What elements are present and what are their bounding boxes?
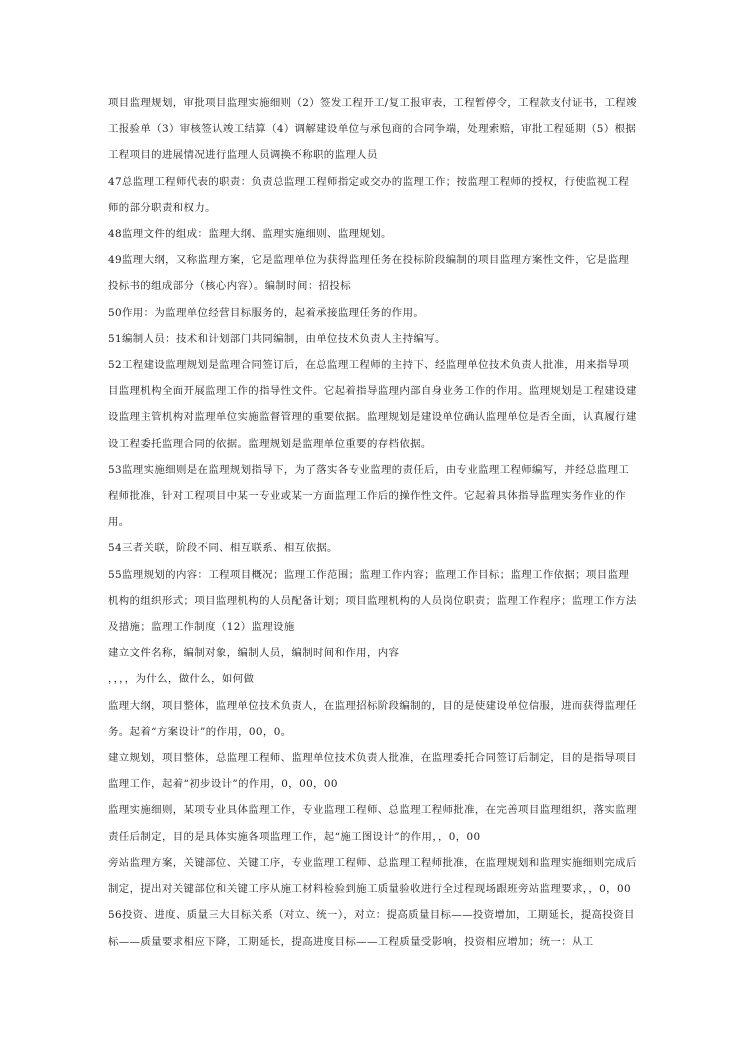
paragraph: 建立文件名称，编制对象，编制人员，编制时间和作用，内容 — [108, 647, 400, 660]
paragraph: 50作用：为监理单位经营目标服务的，起着承接监理任务的作用。 — [108, 306, 425, 319]
paragraph: 55监理规划的内容：工程项目概况；监理工作范围；监理工作内容；监理工作目标；监理工作依据；项目监理机构的组织形式；项目监理机构的人员配备计划；项目监理机构的人员岗位职责；监理工作程序；监理工作方法及措施；监理工作制度（12）监理设施 — [108, 568, 637, 634]
paragraph: 旁站监理方案，关键部位、关键工序，专业监理工程师、总监理工程师批准，在监理规划和监理实施细则完成后制定，提出对关键部位和关键工序从施工材料检验到施工质量验收进行全过程现场跟班旁站监理要求，，0，00 — [108, 856, 637, 896]
paragraph: 53监理实施细则是在监理规划指导下，为了落实各专业监理的责任后，由专业监理工程师编写，并经总监理工程师批准，针对工程项目中某一专业或某一方面监理工作后的操作性文件。它起着具体指导监理实务作业的作用。 — [108, 463, 630, 529]
paragraph: 49监理大纲，又称监理方案，它是监理单位为获得监理任务在投标阶段编制的项目监理方案性文件，它是监理投标书的组成部分（核心内容）。编制时间：招投标 — [108, 254, 630, 293]
paragraph: 47总监理工程师代表的职责：负责总监理工程师指定或交办的监理工作；按监理工程师的授权，行使监视工程师的部分职责和权力。 — [108, 175, 630, 214]
document-body — [108, 90, 638, 955]
paragraph: 48监理文件的组成：监理大纲、监理实施细则、监理规划。 — [108, 228, 392, 241]
paragraph: 56投资、进度、质量三大目标关系（对立、统一），对立：提高质量目标——投资增加，工期延长，提高投资目标——质量要求相应下降，工期延长，提高进度目标——工程质量受影响，投资相应增加；统一：从工 — [108, 909, 635, 948]
paragraph: 52工程建设监理规划是监理合同签订后，在总监理工程师的主持下、经监理单位技术负责人批准，用来指导项目监理机构全面开展监理工作的指导性文件。它起着指导监理内部自身业务工作的作用。监理规划是工程建设建设监理主管机构对监理单位实施监督管理的重要依据。监理规划是建设单位确认监理单位是否全面，认真履行建设工程委托监理合同的依据。监理规划是监理单位重要的存档依据。 — [108, 359, 637, 450]
paragraph: 51编制人员：技术和计划部门共同编制，由单位技术负责人主持编写。 — [108, 332, 446, 345]
paragraph: 监理实施细则，某项专业具体监理工作，专业监理工程师、总监理工程师批准，在完善项目监理组织，落实监理责任后制定，目的是具体实施各项监理工作，起“施工图设计”的作用，，0，00 — [108, 804, 637, 843]
paragraph: 项目监理规划，审批项目监理实施细则（2）签发工程开工/复工报审表，工程暂停令，工程款支付证书，工程竣工报验单（3）审核签认竣工结算（4）调解建设单位与承包商的合同争端，处理索赔，审批工程延期（5）根据工程项目的进展情况进行监理人员调换不称职的监理人员 — [108, 97, 637, 162]
paragraph: ，，，，为什么，做什么，如何做 — [108, 673, 255, 686]
paragraph: 建立规划，项目整体，总监理工程师、监理单位技术负责人批准，在监理委托合同签订后制定，目的是指导项目监理工作，起着“初步设计”的作用，0，00，00 — [108, 752, 637, 791]
paragraph: 54三者关联，阶段不同、相互联系、相互依据。 — [108, 542, 338, 555]
paragraph: 监理大纲，项目整体，监理单位技术负责人，在监理招标阶段编制的，目的是使建设单位信服，进而获得监理任务。起着“方案设计”的作用，00，0。 — [108, 699, 637, 738]
